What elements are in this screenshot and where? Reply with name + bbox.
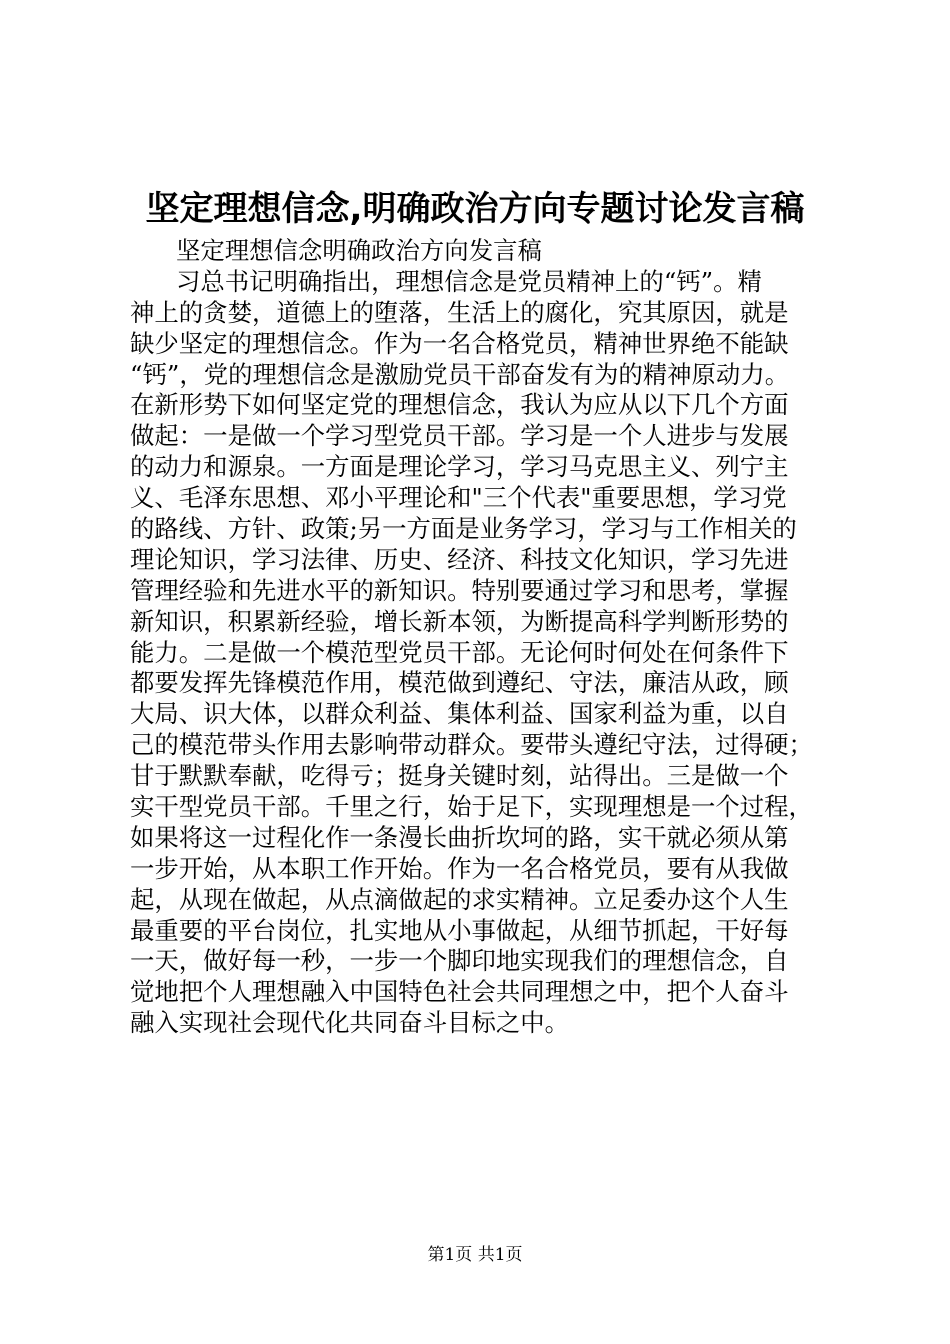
paragraph-line: 己的模范带头作用去影响带动群众。要带头遵纪守法，过得硬； <box>130 730 813 760</box>
subtitle-line: 坚定理想信念明确政治方向发言稿 <box>176 236 542 265</box>
paragraph-line: 新知识，积累新经验，增长新本领，为断提高科学判断形势的 <box>130 606 789 636</box>
paragraph-line: 义、毛泽东思想、邓小平理论和"三个代表"重要思想，学习党 <box>130 483 787 513</box>
paragraph-line: “钙”，党的理想信念是激励党员干部奋发有为的精神原动力。 <box>130 359 790 389</box>
paragraph-line: 管理经验和先进水平的新知识。特别要通过学习和思考，掌握 <box>130 575 789 605</box>
paragraph-line: 起，从现在做起，从点滴做起的求实精神。立足委办这个人生 <box>130 884 789 914</box>
paragraph-line: 理论知识，学习法律、历史、经济、科技文化知识，学习先进 <box>130 544 789 574</box>
paragraph-line: 如果将这一过程化作一条漫长曲折坎坷的路，实干就必须从第 <box>130 822 789 852</box>
paragraph-line: 缺少坚定的理想信念。作为一名合格党员，精神世界绝不能缺 <box>130 328 789 358</box>
paragraph-line: 在新形势下如何坚定党的理想信念，我认为应从以下几个方面 <box>130 390 789 420</box>
paragraph-line: 都要发挥先锋模范作用，模范做到遵纪、守法，廉洁从政，顾 <box>130 668 789 698</box>
paragraph-line: 最重要的平台岗位，扎实地从小事做起，从细节抓起，干好每 <box>130 915 789 945</box>
paragraph-line: 实干型党员干部。千里之行，始于足下，实现理想是一个过程， <box>130 792 813 822</box>
paragraph-line: 一步开始，从本职工作开始。作为一名合格党员，要有从我做 <box>130 853 789 883</box>
paragraph-line: 神上的贪婪，道德上的堕落，生活上的腐化，究其原因，就是 <box>130 297 789 327</box>
document-body <box>130 236 830 1039</box>
paragraph-line: 的路线、方针、政策;另一方面是业务学习，学习与工作相关的 <box>130 514 797 544</box>
paragraph-line: 大局、识大体，以群众利益、集体利益、国家利益为重，以自 <box>130 699 789 729</box>
paragraph-line: 一天，做好每一秒，一步一个脚印地实现我们的理想信念，自 <box>130 946 789 976</box>
page-number-footer: 第1页 共1页 <box>427 1245 523 1265</box>
paragraph-line: 甘于默默奉献，吃得亏；挺身关键时刻，站得出。三是做一个 <box>130 761 789 791</box>
paragraph-line: 融入实现社会现代化共同奋斗目标之中。 <box>130 1008 570 1038</box>
paragraph-line: 能力。二是做一个模范型党员干部。无论何时何处在何条件下 <box>130 637 789 667</box>
paragraph-line: 觉地把个人理想融入中国特色社会共同理想之中，把个人奋斗 <box>130 977 789 1007</box>
paragraph-line: 的动力和源泉。一方面是理论学习，学习马克思主义、列宁主 <box>130 452 789 482</box>
paragraph-line: 做起：一是做一个学习型党员干部。学习是一个人进步与发展 <box>130 421 789 451</box>
paragraph-line: 习总书记明确指出，理想信念是党员精神上的“钙”。精 <box>176 266 762 296</box>
document-title: 坚定理想信念,明确政治方向专题讨论发言稿 <box>145 189 805 229</box>
